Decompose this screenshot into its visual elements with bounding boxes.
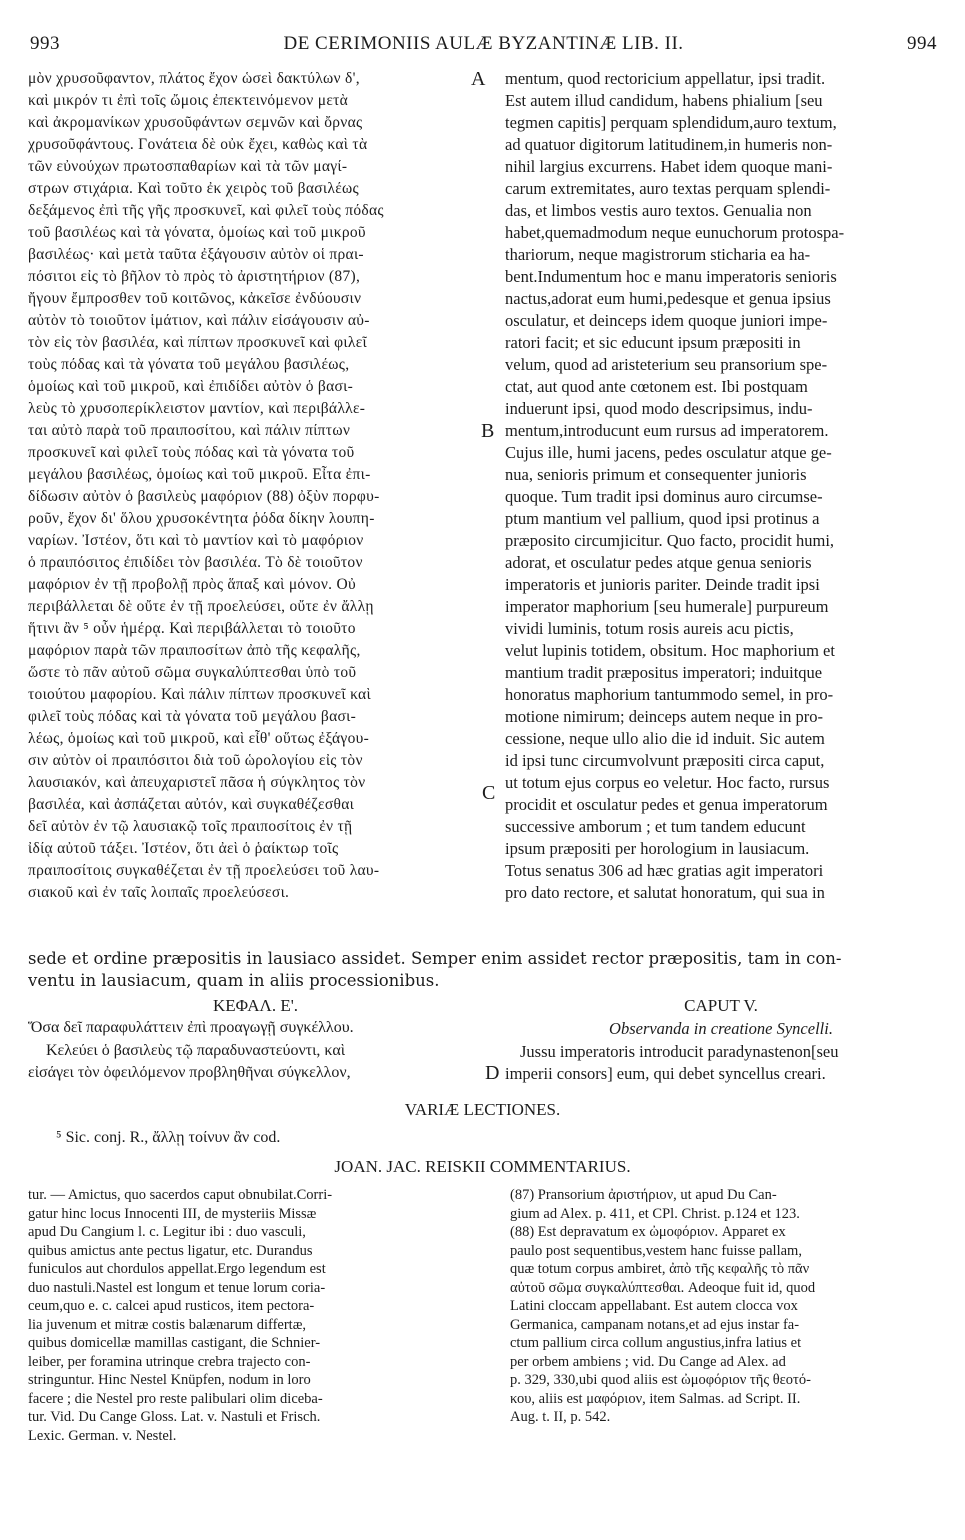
- greek-text-line: ται αὐτὸ παρὰ τοῦ πραιποσίτου, καὶ πάλιν πίπτων: [28, 422, 351, 439]
- commentary-line: (88) Est depravatum ex ὠμοφόριον. Apparet ex: [510, 1224, 786, 1240]
- full-width-text-line: ventu in lausiacum, quam in aliis processionibus.: [28, 971, 440, 990]
- latin-chapter-line-2: imperii consors] eum, qui debet syncellus creari.: [505, 1064, 826, 1083]
- latin-text-line: honoratus maphorium tantummodo semel, in pro-: [505, 685, 834, 704]
- greek-text-line: βασιλέως· καὶ μετὰ ταῦτα ἐξάγουσιν αὐτὸν οἱ πραι-: [28, 246, 364, 263]
- commentary-line: ceum,quo e. c. calcei apud rusticos, item pectora-: [28, 1298, 315, 1314]
- latin-text-line: ctat, aut quod ante cœtonem est. Ibi postquam: [505, 377, 808, 396]
- greek-text-line: τοῦ βασιλέως καὶ τὰ γόνατα, ὁμοίως καὶ τοῦ μικροῦ: [28, 224, 366, 241]
- greek-text-line: ἥτινι ἂν ⁵ οὖν ἡμέρᾳ. Καὶ περιβάλλεται τὸ τοιοῦτο: [28, 620, 356, 637]
- greek-text-line: ὁμοίως καὶ τοῦ μικροῦ, καὶ ἐπιδίδει αὐτὸν ὁ βασι-: [28, 378, 354, 395]
- latin-text-line: vividi luminis, totum rosis aureis acu pictis,: [505, 619, 794, 638]
- commentary-line: (87) Pransorium ἀριστήριον, ut apud Du Can-: [510, 1187, 777, 1203]
- greek-text-line: πραιποσίτοις συγκαθέζεται ἐν τῇ προελεύσει τοῦ λαυ-: [28, 862, 380, 879]
- greek-column: [28, 68, 486, 904]
- latin-text-line: cessione, neque ullo alio die id induit. Sic autem: [505, 729, 825, 748]
- latin-column: [505, 68, 937, 904]
- latin-text-line: ad quatuor digitorum latitudinem,in humeris non-: [505, 135, 833, 154]
- commentary-line: gatur hinc locus Innocenti III, de mysteriis Missæ: [28, 1205, 317, 1222]
- greek-chapter-line-2: εἰσάγει τὸν ὀφειλόμενον προβληθῆναι σύγκελλον,: [28, 1064, 351, 1081]
- greek-text-line: μεγάλου βασιλέως, ὁμοίως καὶ τοῦ μικροῦ. Εἶτα ἐπι-: [28, 466, 371, 483]
- commentary-line: quibus amictus ante pectus ligatur, etc. Durandus: [28, 1242, 313, 1259]
- commentary-line: leiber, per foramina utrinque crebra trajecto con-: [28, 1353, 311, 1370]
- latin-text-line: osculatur, et deinceps idem quoque juniori impe-: [505, 311, 828, 330]
- commentary-line: quibus domicellæ mamillas castigant, die Schnier-: [28, 1335, 321, 1351]
- greek-text-line: τὸν εἰς τὸν βασιλέα, καὶ πίπτων προσκυνεῖ καὶ φιλεῖ: [28, 334, 367, 351]
- latin-text-line: ipsum præpositi per horologium in lausiacum.: [505, 839, 810, 858]
- latin-text-line: tegmen capitis] perquam splendidum,auro textum,: [505, 113, 837, 132]
- commentary-line: κου, aliis est μαφόριον, item Salmas. ad Script. II.: [510, 1390, 801, 1407]
- latin-text-line: successive amborum ; et tum tandem educunt: [505, 817, 806, 836]
- greek-text-line: λεὺς τὸ χρυσοπερίκλειστον μαντίον, καὶ περιβάλλε-: [28, 400, 366, 417]
- commentary-line: Latini cloccam appellabant. Est autem clocca vox: [510, 1298, 798, 1314]
- greek-text-line: τῶν εὐνούχων πρωτοσπαθαρίων καὶ τὰ τῶν μαγί-: [28, 158, 348, 175]
- latin-chapter-subtitle: Observanda in creatione Syncelli.: [609, 1019, 833, 1038]
- commentary-heading: JOAN. JAC. REISKII COMMENTARIUS.: [334, 1157, 631, 1176]
- commentary-line: apud Du Cangium l. c. Legitur ibi : duo vasculi,: [28, 1224, 306, 1240]
- latin-text-line: ratori facit; et sic educunt ipsum præpositi in: [505, 333, 801, 352]
- commentary-line: facere ; die Nestel pro reste palibulari olim diceba-: [28, 1390, 323, 1407]
- latin-text-line: mentum, quod rectoricium appellatur, ipsi tradit.: [505, 69, 826, 88]
- latin-text-line: motione nimirum; deinceps autem neque in pro-: [505, 707, 824, 726]
- margin-marker-a: A: [471, 68, 486, 90]
- latin-text-line: id ipsi tunc circumvolvunt præpositi circa caput,: [505, 751, 825, 770]
- greek-text-line: λέως, ὁμοίως καὶ τοῦ μικροῦ, καὶ εἶθ' οὕτως ἐξάγου-: [28, 730, 370, 747]
- left-page-number: 993: [30, 33, 60, 54]
- greek-text-line: δεξάμενος ἐπὶ τῆς γῆς προσκυνεῖ, καὶ φιλεῖ τοὺς πόδας: [28, 202, 384, 219]
- latin-text-line: procidit et osculatur pedes et genua imperatorum: [505, 795, 828, 814]
- greek-text-line: πόσιτοι εἰς τὸ βῆλον τὸ πρὸς τὸ ἀριστητήριον (87),: [28, 268, 361, 285]
- latin-text-line: bent.Indumentum hoc e manu imperatoris senioris: [505, 267, 837, 286]
- commentary-line: stringuntur. Hinc Nestel Knüpfen, nodum in loro: [28, 1372, 311, 1388]
- commentary-line: αὐτοῦ σῶμα συγκαλύπτεσθαι. Adeoque fuit id, quod: [510, 1279, 816, 1296]
- greek-chapter-subtitle: Ὅσα δεῖ παραφυλάττειν ἐπὶ προαγωγῇ συγκέλλου.: [28, 1019, 354, 1036]
- commentary-line: tur. Vid. Du Cange Gloss. Lat. v. Nastuli et Frisch.: [28, 1409, 321, 1425]
- latin-text-line: adorat, et osculatur pedes atque genua senioris: [505, 553, 812, 572]
- greek-chapter-title: ΚΕΦΑΛ. Ε'.: [212, 996, 299, 1015]
- greek-text-line: μὸν χρυσοῦφαντον, πλάτος ἔχον ὡσεὶ δακτύλων δ',: [28, 70, 360, 87]
- greek-text-line: ὁ πραιπόσιτος ἐπιδίδει τὸν βασιλέα. Τὸ δὲ τοιοῦτον: [28, 554, 363, 571]
- margin-marker-c: C: [482, 782, 496, 804]
- greek-text-line: χρυσοῦφάντους. Γονάτεια δὲ οὐκ ἔχει, καθὼς καὶ τὰ: [28, 136, 368, 153]
- greek-text-line: καὶ ἀκρομανίκων χρυσοῦφάντων σεμνῶν καὶ ὄρνας: [28, 114, 363, 131]
- greek-text-line: βασιλέα, καὶ ἀσπάζεται αὐτόν, καὶ συγκαθέζεσθαι: [28, 796, 355, 813]
- latin-text-line: carum extremitates, auro textas perquam splendi-: [505, 179, 831, 198]
- commentary-line: tur. — Amictus, quo sacerdos caput obnubilat.Corri-: [28, 1187, 333, 1203]
- latin-text-line: Cujus ille, humi jacens, pedes osculatur atque ge-: [505, 443, 832, 462]
- latin-text-line: velum, quod ad aristeterium seu pransorium spe-: [505, 355, 828, 374]
- commentary-line: Aug. t. II, p. 542.: [510, 1409, 611, 1425]
- latin-text-line: Est autem illud candidum, habens phialium [seu: [505, 91, 823, 110]
- margin-marker-d: D: [485, 1062, 500, 1084]
- greek-text-line: ναρίων. Ἰστέον, ὅτι καὶ τὸ μαντίον καὶ τὸ μαφόριον: [28, 532, 364, 549]
- latin-text-line: imperator maphorium [seu humerale] purpureum: [505, 597, 829, 616]
- greek-text-line: φιλεῖ τοὺς πόδας καὶ τὰ γόνατα τοῦ μεγάλου βασι-: [28, 708, 357, 725]
- latin-text-line: præposito circumjicitur. Quo facto, procidit humi,: [505, 531, 835, 550]
- greek-chapter-line-1: Κελεύει ὁ βασιλεὺς τῷ παραδυναστεύοντι, καὶ: [46, 1042, 346, 1059]
- margin-marker-b: B: [481, 420, 495, 442]
- greek-text-line: στρων στιχάρια. Καὶ τοῦτο ἐκ χειρὸς τοῦ βασιλέως: [28, 180, 359, 197]
- latin-text-line: Totus senatus 306 ad hæc gratias agit imperatori: [505, 861, 824, 880]
- latin-text-line: nactus,adorat eum humi,pedesque et genua ipsius: [505, 289, 831, 308]
- latin-text-line: pro dato rectore, et salutat honoratum, qui sua in: [505, 883, 825, 902]
- latin-text-line: velut lupinis totidem, obsitum. Hoc maphorium et: [505, 641, 835, 660]
- greek-text-line: σιν αὐτὸν οἱ πραιπόσιτοι διὰ τοῦ ὡρολογίου εἰς τὸν: [28, 752, 363, 769]
- commentary-line: lia juvenum et mitræ costis balænarum differtæ,: [28, 1316, 307, 1333]
- greek-text-line: ἤγουν ἔμπροσθεν τοῦ κοιτῶνος, κἀκεῖσε ἐνδύουσιν: [28, 290, 362, 307]
- latin-chapter-title: CAPUT V.: [684, 996, 758, 1015]
- running-header: [30, 30, 937, 58]
- variae-lectiones-note: ⁵ Sic. conj. R., ἄλλῃ τοίνυν ἂν cod.: [56, 1129, 281, 1146]
- commentary-line: gium ad Alex. p. 411, et CPl. Christ. p.124 et 123.: [510, 1205, 800, 1222]
- commentary-line: p. 329, 330,ubi quod aliis est ὠμοφόριον τῆς θεοτό-: [510, 1372, 811, 1388]
- latin-text-line: habet,quemadmodum neque eunuchorum protospa-: [505, 223, 845, 242]
- commentary-right-column: [510, 1186, 940, 1427]
- greek-text-line: σιακοῦ καὶ ἐν ταῖς λοιπαῖς προελεύσεσι.: [28, 884, 290, 901]
- commentary-left-column: [28, 1186, 488, 1445]
- commentary-line: per orbem ambiens ; vid. Du Cange ad Alex. ad: [510, 1353, 786, 1370]
- latin-text-line: thariorum, neque magistrorum sticharia ea ha-: [505, 245, 811, 264]
- greek-text-line: ὥστε τὸ πᾶν αὐτοῦ σῶμα συγκαλύπτεσθαι ὑπὸ τοῦ: [28, 664, 357, 681]
- latin-text-line: ut totum ejus corpus eo veletur. Hoc facto, rursus: [505, 773, 830, 792]
- commentary-line: quæ totum corpus ambiret, ἀπὸ τῆς κεφαλῆς τὸ πᾶν: [510, 1261, 810, 1277]
- greek-text-line: μαφόριον παρὰ τῶν πραιποσίτων ἀπὸ τῆς κεφαλῆς,: [28, 642, 361, 659]
- latin-text-line: nua, senioris primum et consequenter junioris: [505, 465, 807, 484]
- full-width-continuation: [28, 948, 938, 992]
- greek-text-line: λαυσιακόν, καὶ ἀπευχαριστεῖ πᾶσα ἡ σύγκλητος τὸν: [28, 774, 366, 791]
- commentary-line: duo nastuli.Nastel est longum et tenue lorum coria-: [28, 1279, 326, 1296]
- greek-text-line: δίδωσιν αὐτὸν ὁ βασιλεὺς μαφόριον (88) ὀξὺν πορφυ-: [28, 488, 380, 505]
- full-width-text-line: sede et ordine præpositis in lausiaco assidet. Semper enim assidet rector præpositis, tam in con-: [28, 949, 842, 968]
- latin-text-line: das, et limbos vestis auro textos. Genualia non: [505, 201, 812, 220]
- commentary-line: Germanica, campanam notans,et ad ejus instar fa-: [510, 1316, 800, 1333]
- latin-text-line: quoque. Tum tradit ipsi dominus auro circumse-: [505, 487, 823, 506]
- running-title: DE CERIMONIIS AULÆ BYZANTINÆ LIB. II.: [283, 33, 684, 54]
- commentary-line: funiculos aut chordulos appellat.Ergo legendum est: [28, 1261, 326, 1277]
- commentary-line: Lexic. German. v. Nestel.: [28, 1427, 177, 1444]
- variae-lectiones-heading: VARIÆ LECTIONES.: [404, 1100, 561, 1119]
- greek-text-line: τοιούτου μαφορίου. Καὶ πάλιν πίπτων προσκυνεῖ καὶ: [28, 686, 371, 703]
- greek-text-line: ἰδίᾳ αὐτοῦ τάξει. Ἰστέον, ὅτι ἀεὶ ὁ ῥαίκτωρ τοῖς: [28, 840, 339, 857]
- greek-text-line: ροῦν, ἔχον δι' ὅλου χρυσοκέντητα ῥόδα δίκην λουπη-: [28, 510, 375, 527]
- greek-text-line: αὐτὸν τὸ τοιοῦτον ἱμάτιον, καὶ πάλιν εἰσάγουσιν αὐ-: [28, 312, 370, 329]
- greek-text-line: δεῖ αὐτὸν ἐν τῷ λαυσιακῷ τοῖς πραιποσίτοις ἐν τῇ: [28, 818, 353, 835]
- latin-text-line: mantium tradit præpositus imperatori; induitque: [505, 663, 823, 682]
- greek-text-line: καὶ μικρόν τι ἐπὶ τοῖς ὤμοις ἐπεκτεινόμενον μετὰ: [28, 92, 349, 109]
- greek-text-line: τοὺς πόδας καὶ τὰ γόνατα τοῦ μεγάλου βασιλέως,: [28, 356, 350, 373]
- commentary-line: paulo post sequentibus,vestem hanc fuisse pallam,: [510, 1242, 802, 1259]
- greek-text-line: προσκυνεῖ καὶ φιλεῖ τοὺς πόδας καὶ τὰ γόνατα τοῦ: [28, 444, 355, 461]
- greek-text-line: μαφόριον ἐν τῇ προβολῇ πρὸς ἅπαξ καὶ μόνον. Οὐ: [28, 576, 356, 593]
- latin-text-line: induerunt ipsi, quod modo descripsimus, indu-: [505, 399, 813, 418]
- latin-chapter-line-1: Jussu imperatoris introducit paradynastenon[seu: [520, 1042, 839, 1061]
- latin-text-line: ptum mantium vel pallium, quod ipsi protinus a: [505, 509, 820, 528]
- latin-text-line: mentum,introducunt eum rursus ad imperatorem.: [505, 421, 829, 440]
- right-page-number: 994: [907, 33, 937, 54]
- latin-text-line: nihil largius excurrens. Habet idem quoque mani-: [505, 157, 833, 176]
- latin-text-line: imperatoris et junioris pariter. Deinde tradit ipsi: [505, 575, 820, 594]
- greek-text-line: περιβάλλεται δὲ οὔτε ἐν τῇ προελεύσει, οὔτε ἐν ἄλλῃ: [28, 598, 374, 615]
- commentary-line: ctum pallium circa collum angustius,infra latius et: [510, 1335, 802, 1351]
